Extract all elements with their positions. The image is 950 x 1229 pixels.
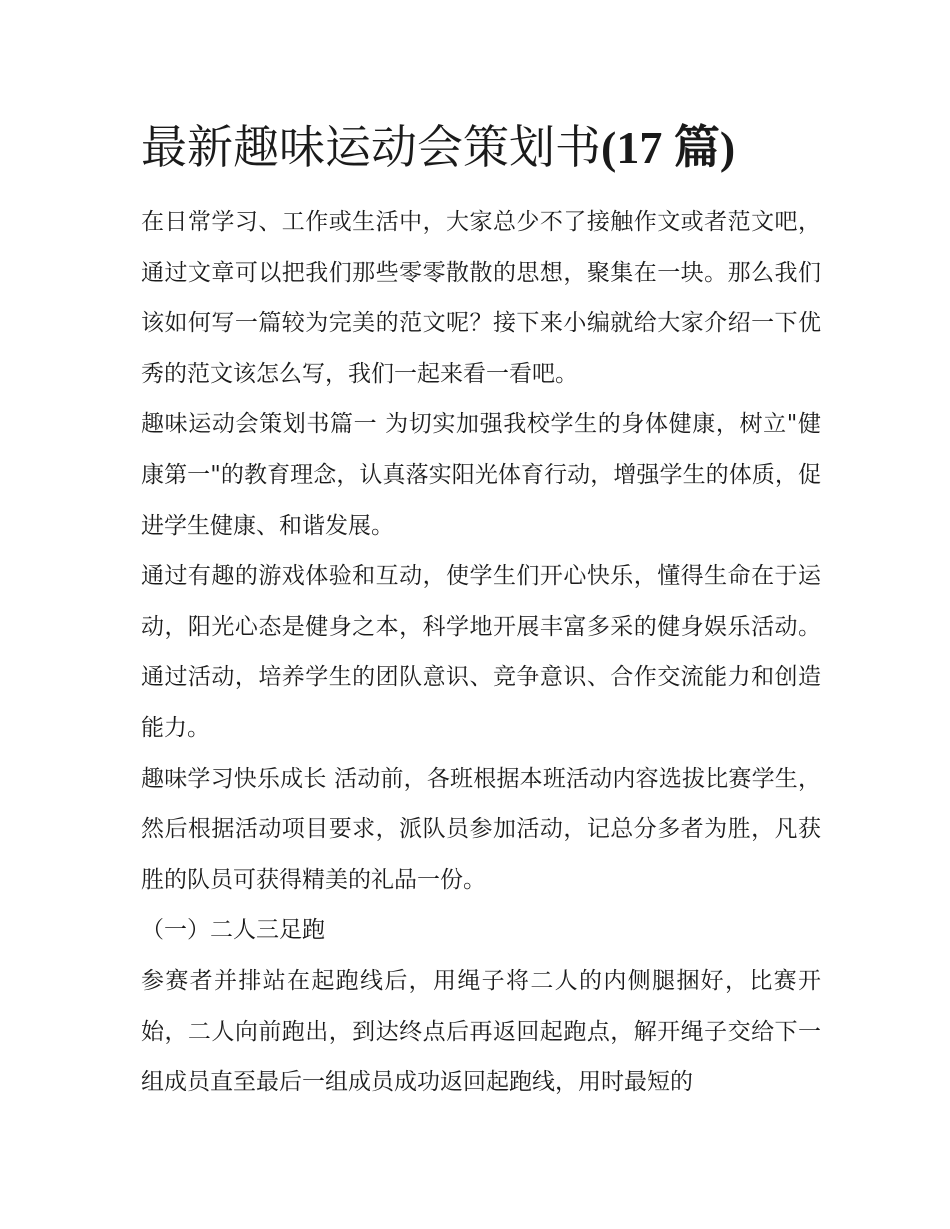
title-main: 最新趣味运动会策划书 xyxy=(141,120,601,174)
title-count: (17 篇) xyxy=(601,122,736,173)
paragraph-event-one-desc: 参赛者并排站在起跑线后，用绳子将二人的内侧腿捆好，比赛开始，二人向前跑出，到达终点后再返回起跑点，解开绳子交给下一组成员直至最后一组成员成功返回起跑线，用时最短的 xyxy=(141,967,821,1096)
document-page xyxy=(141,112,821,1108)
paragraph-section-one: 趣味运动会策划书篇一 为切实加强我校学生的身体健康，树立"健康第一"的教育理念，认真落实阳光体育行动，增强学生的体质，促进学生健康、和谐发展。 xyxy=(141,411,821,539)
document-title xyxy=(141,112,821,183)
paragraph-rules: 趣味学习快乐成长 活动前，各班根据本班活动内容选拔比赛学生，然后根据活动项目要求，派队员参加活动，记总分多者为胜，凡获胜的队员可获得精美的礼品一份。 xyxy=(141,765,821,893)
paragraph-intro: 在日常学习、工作或生活中，大家总少不了接触作文或者范文吧，通过文章可以把我们那些零零散散的思想，聚集在一块。那么我们该如何写一篇较为完美的范文呢？接下来小编就给大家介绍一下优秀的范文该怎么写，我们一起来看一看吧。 xyxy=(141,209,821,387)
paragraph-goals: 通过有趣的游戏体验和互动，使学生们开心快乐，懂得生命在于运动，阳光心态是健身之本，科学地开展丰富多采的健身娱乐活动。通过活动，培养学生的团队意识、竞争意识、合作交流能力和创造能力。 xyxy=(141,563,821,741)
paragraph-heading-event-one: （一）二人三足跑 xyxy=(141,917,325,944)
